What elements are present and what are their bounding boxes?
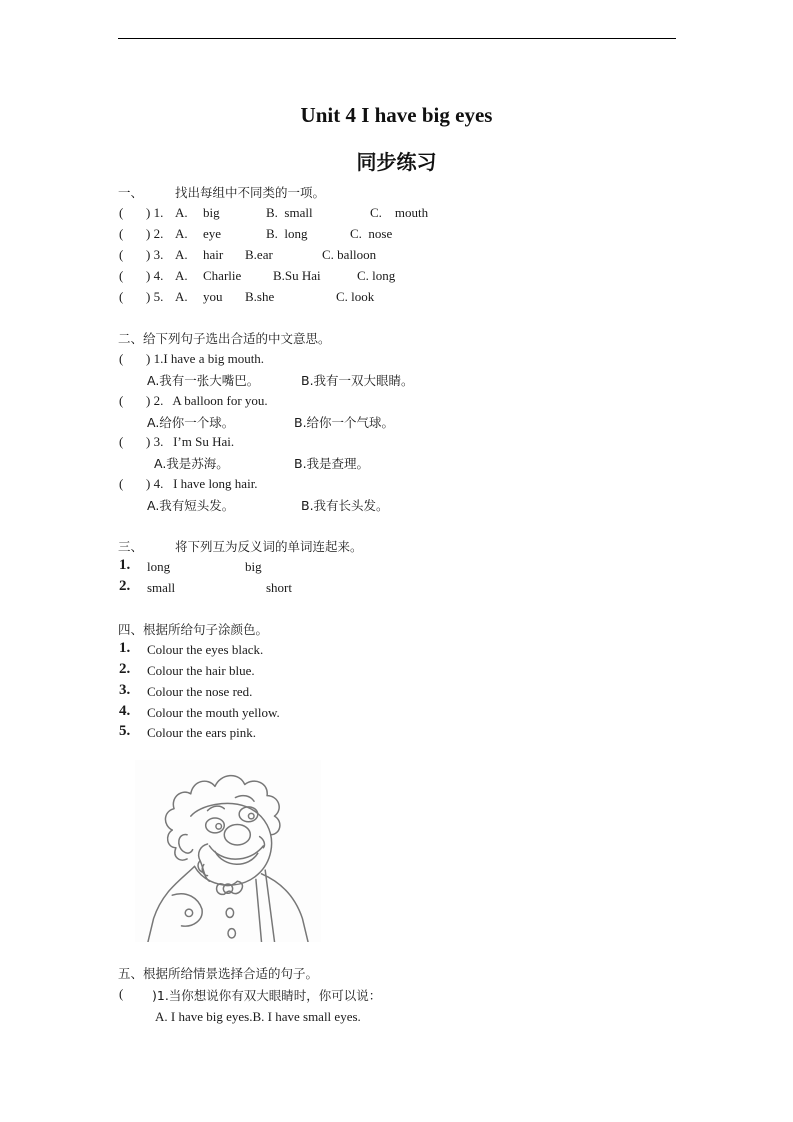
item-number: 1. (119, 557, 131, 573)
section-5-heading: 五、根据所给情景选择合适的句子。 (118, 966, 319, 981)
match-right-word[interactable]: big (245, 559, 262, 574)
section-1-heading: 找出每组中不同类的一项。 (175, 185, 326, 200)
option-b: B.我有长头发。 (301, 498, 389, 513)
section-3-number: 三、 (118, 539, 144, 554)
answer-blank-open[interactable]: ( (119, 351, 124, 366)
answer-blank-open[interactable]: ( (119, 289, 124, 304)
option-a: A.我有一张大嘴巴。 (147, 373, 260, 388)
option-a-label: A. (175, 289, 188, 304)
option-b: B.ear (245, 247, 273, 262)
section-3-heading: 将下列互为反义词的单词连起来。 (175, 539, 363, 554)
question-text: ) 2. A balloon for you. (146, 393, 268, 408)
question-number: ) 2. (146, 226, 164, 241)
question-number: ) 3. (146, 247, 164, 262)
answer-blank-open[interactable]: ( (119, 268, 124, 283)
question-text: ) 3. I’m Su Hai. (146, 434, 235, 449)
answer-blank-open[interactable]: ( (119, 247, 124, 262)
page-title: Unit 4 I have big eyes (300, 103, 493, 127)
answer-blank-open[interactable]: ( (119, 205, 124, 220)
option-b: B.我是查理。 (294, 456, 370, 471)
instruction-text: Colour the eyes black. (147, 642, 264, 657)
item-number: 2. (119, 661, 131, 677)
option-a: you (203, 289, 223, 304)
clown-coloring-image[interactable] (135, 760, 321, 942)
answer-blank-open[interactable]: ( (119, 476, 124, 491)
option-a: Charlie (203, 268, 242, 283)
answer-blank-open[interactable]: ( (119, 986, 124, 1001)
option-a: A.我是苏海。 (154, 456, 229, 471)
option-b: B. long (266, 226, 308, 241)
option-a-label: A. (175, 268, 188, 283)
instruction-text: Colour the mouth yellow. (147, 705, 280, 720)
instruction-text: Colour the ears pink. (147, 725, 257, 740)
option-a-label: A. (175, 226, 188, 241)
option-b: B.我有一双大眼睛。 (301, 373, 414, 388)
options-text: A. I have big eyes.B. I have small eyes. (155, 1009, 361, 1024)
option-a: A.给你一个球。 (147, 415, 235, 430)
item-number: 5. (119, 723, 131, 739)
option-c: C. long (357, 268, 396, 283)
match-right-word[interactable]: short (266, 580, 292, 595)
question-number: ) 5. (146, 289, 164, 304)
question-text: ) 1.I have a big mouth. (146, 351, 265, 366)
option-b: B.给你一个气球。 (294, 415, 395, 430)
header-rule (118, 38, 676, 39)
item-number: 4. (119, 703, 131, 719)
option-b: B.Su Hai (273, 268, 321, 283)
match-left-word[interactable]: small (147, 580, 176, 595)
option-c: C. mouth (370, 205, 429, 220)
question-number: ) 1. (146, 205, 164, 220)
item-number: 2. (119, 578, 131, 594)
option-a: A.我有短头发。 (147, 498, 235, 513)
answer-blank-open[interactable]: ( (119, 434, 124, 449)
question-text: )1.当你想说你有双大眼睛时，你可以说： (152, 988, 382, 1003)
question-number: ) 4. (146, 268, 164, 283)
option-b: B. small (266, 205, 313, 220)
item-number: 1. (119, 640, 131, 656)
option-a: hair (203, 247, 224, 262)
instruction-text: Colour the hair blue. (147, 663, 255, 678)
section-1-number: 一、 (118, 185, 144, 200)
match-left-word[interactable]: long (147, 559, 171, 574)
answer-blank-open[interactable]: ( (119, 226, 124, 241)
instruction-text: Colour the nose red. (147, 684, 253, 699)
option-a: big (203, 205, 220, 220)
section-2-heading: 二、给下列句子选出合适的中文意思。 (118, 331, 331, 346)
section-4-heading: 四、根据所给句子涂颜色。 (118, 622, 269, 637)
option-c: C. look (336, 289, 375, 304)
option-c: C. nose (350, 226, 393, 241)
option-b: B.she (245, 289, 275, 304)
option-a-label: A. (175, 247, 188, 262)
item-number: 3. (119, 682, 131, 698)
clown-drawing-icon (135, 760, 321, 942)
option-a-label: A. (175, 205, 188, 220)
answer-blank-open[interactable]: ( (119, 393, 124, 408)
question-text: ) 4. I have long hair. (146, 476, 258, 491)
option-c: C. balloon (322, 247, 377, 262)
page-subtitle: 同步练习 (356, 150, 437, 174)
option-a: eye (203, 226, 222, 241)
